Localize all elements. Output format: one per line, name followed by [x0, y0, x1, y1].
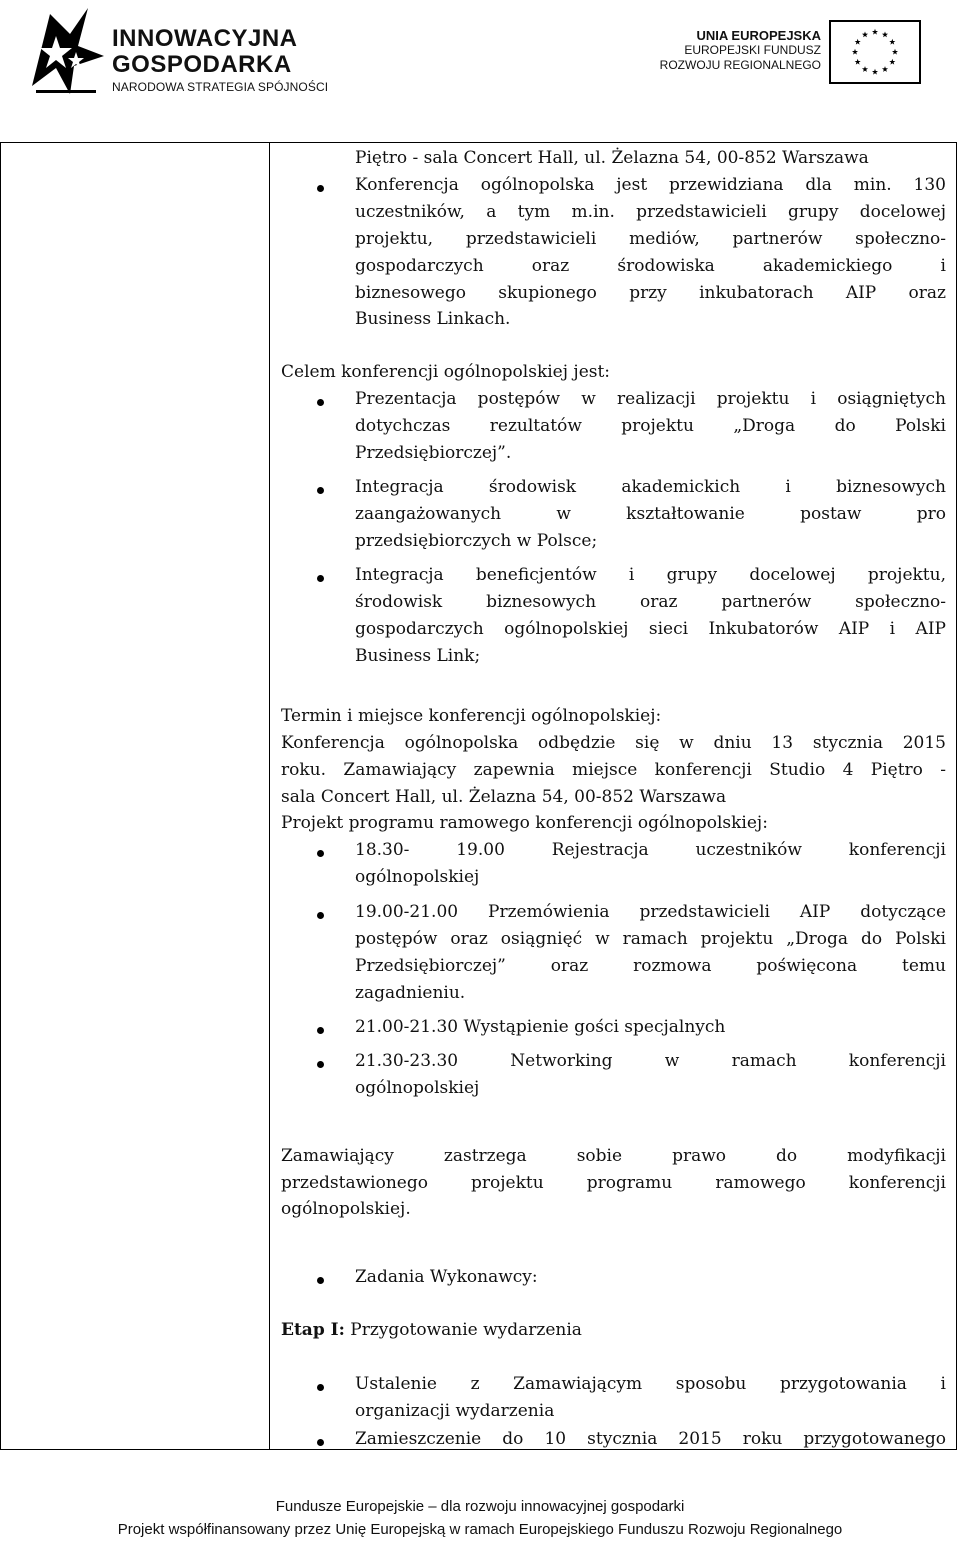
bullet-icon	[317, 912, 324, 919]
goal-3-line-2: środowisk biznesowych oraz partnerów społeczno-	[355, 592, 946, 612]
eu-logo-line-3: ROZWOJU REGIONALNEGO	[659, 58, 821, 72]
stage-text: Przygotowanie wydarzenia	[344, 1320, 582, 1340]
program-3-line-1: 21.00-21.30 Wystąpienie gości specjalnych	[355, 1017, 726, 1037]
intro-line-1: Piętro - sala Concert Hall, ul. Żelazna 54, 00-852 Warszawa	[355, 148, 869, 168]
bullet-icon	[317, 575, 324, 582]
stage-heading	[281, 1320, 582, 1340]
table-box	[0, 142, 957, 1450]
intro-line-2: Konferencja ogólnopolska jest przewidziana dla min. 130	[355, 175, 946, 195]
goal-1-line-1: Prezentacja postępów w realizacji projektu i osiągniętych	[355, 389, 946, 409]
bullet-icon	[317, 185, 324, 192]
intro-line-7: Business Linkach.	[355, 309, 511, 329]
intro-line-6: biznesowego skupionego przy inkubatorach AIP oraz	[355, 283, 946, 303]
goals-heading: Celem konferencji ogólnopolskiej jest:	[281, 362, 611, 382]
stage-label: Etap I:	[281, 1320, 345, 1340]
logo-line-innowacyjna: INNOWACYJNA	[112, 25, 298, 52]
eu-logo-line-1: UNIA EUROPEJSKA	[696, 28, 821, 43]
tasks-heading: Zadania Wykonawcy:	[355, 1267, 538, 1287]
logo-line-strategia: NARODOWA STRATEGIA SPÓJNOŚCI	[112, 80, 329, 94]
eu-logo-line-2: EUROPEJSKI FUNDUSZ	[684, 43, 821, 57]
page-header	[0, 0, 960, 110]
term-line-4: sala Concert Hall, ul. Żelazna 54, 00-852 Warszawa	[281, 787, 727, 807]
bullet-icon	[317, 399, 324, 406]
bullet-icon	[317, 487, 324, 494]
goal-3-line-3: gospodarczych ogólnopolskiej sieci Inkubatorów AIP i AIP	[355, 619, 946, 639]
program-4-line-2: ogólnopolskiej	[355, 1078, 480, 1098]
footer-line-1: Fundusze Europejskie – dla rozwoju innowacyjnej gospodarki	[275, 1498, 685, 1515]
reserve-line-2: przedstawionego projektu programu ramowego konferencji	[281, 1173, 946, 1193]
term-line-3: roku. Zamawiający zapewnia miejsce konferencji Studio 4 Piętro -	[281, 760, 946, 780]
program-2-line-4: zagadnieniu.	[355, 983, 466, 1003]
stage-item-1-line-2: organizacji wydarzenia	[355, 1401, 555, 1421]
reserve-line-3: ogólnopolskiej.	[281, 1199, 411, 1219]
stage-item-1-line-1: Ustalenie z Zamawiającym sposobu przygotowania i	[355, 1374, 946, 1394]
innowacyjna-gospodarka-emblem-icon	[30, 6, 108, 98]
intro-line-3: uczestników, a tym m.in. przedstawicieli grupy docelowej	[355, 202, 946, 222]
program-1-line-1: 18.30- 19.00 Rejestracja uczestników konferencji	[355, 840, 946, 860]
column-divider	[269, 143, 270, 1449]
innowacyjna-gospodarka-logo	[30, 6, 330, 98]
stage-item-2-line-1: Zamieszczenie do 10 stycznia 2015 roku przygotowanego	[355, 1429, 946, 1449]
logo-line-gospodarka: GOSPODARKA	[112, 51, 292, 78]
bullet-icon	[317, 1439, 324, 1446]
eu-flag-icon	[829, 20, 921, 84]
goal-2-line-2: zaangażowanych w kształtowanie postaw pro	[355, 504, 946, 524]
reserve-line-1: Zamawiający zastrzega sobie prawo do modyfikacji	[281, 1146, 946, 1166]
page-footer	[0, 1495, 960, 1541]
bullet-icon	[317, 1027, 324, 1034]
eu-logo	[659, 20, 925, 86]
footer-line-2: Projekt współfinansowany przez Unię Europejską w ramach Europejskiego Funduszu Rozwoju Regionalnego	[117, 1521, 843, 1538]
goal-2-line-1: Integracja środowisk akademickich i biznesowych	[355, 477, 946, 497]
bullet-icon	[317, 1277, 324, 1284]
term-line-2: Konferencja ogólnopolska odbędzie się w dniu 13 stycznia 2015	[281, 733, 946, 753]
goal-2-line-3: przedsiębiorczych w Polsce;	[355, 531, 598, 551]
program-2-line-1: 19.00-21.00 Przemówienia przedstawicieli AIP dotyczące	[355, 902, 946, 922]
intro-line-5: gospodarczych oraz środowiska akademickiego i	[355, 256, 946, 276]
goal-1-line-2: dotychczas rezultatów projektu „Droga do Polski	[355, 416, 946, 436]
program-2-line-2: postępów oraz osiągnięć w ramach projektu „Droga do Polski	[355, 929, 946, 949]
term-heading: Termin i miejsce konferencji ogólnopolskiej:	[281, 706, 662, 726]
bullet-icon	[317, 850, 324, 857]
bullet-icon	[317, 1384, 324, 1391]
program-1-line-2: ogólnopolskiej	[355, 867, 480, 887]
goal-1-line-3: Przedsiębiorczej”.	[355, 443, 512, 463]
program-2-line-3: Przedsiębiorczej” oraz rozmowa poświęcona temu	[355, 956, 946, 976]
bullet-icon	[317, 1061, 324, 1068]
intro-line-4: projektu, przedstawicieli mediów, partnerów społeczno-	[355, 229, 946, 249]
goal-3-line-1: Integracja beneficjentów i grupy docelowej projektu,	[355, 565, 946, 585]
program-4-line-1: 21.30-23.30 Networking w ramach konferencji	[355, 1051, 946, 1071]
goal-3-line-4: Business Link;	[355, 646, 481, 666]
program-heading: Projekt programu ramowego konferencji ogólnopolskiej:	[281, 813, 768, 833]
